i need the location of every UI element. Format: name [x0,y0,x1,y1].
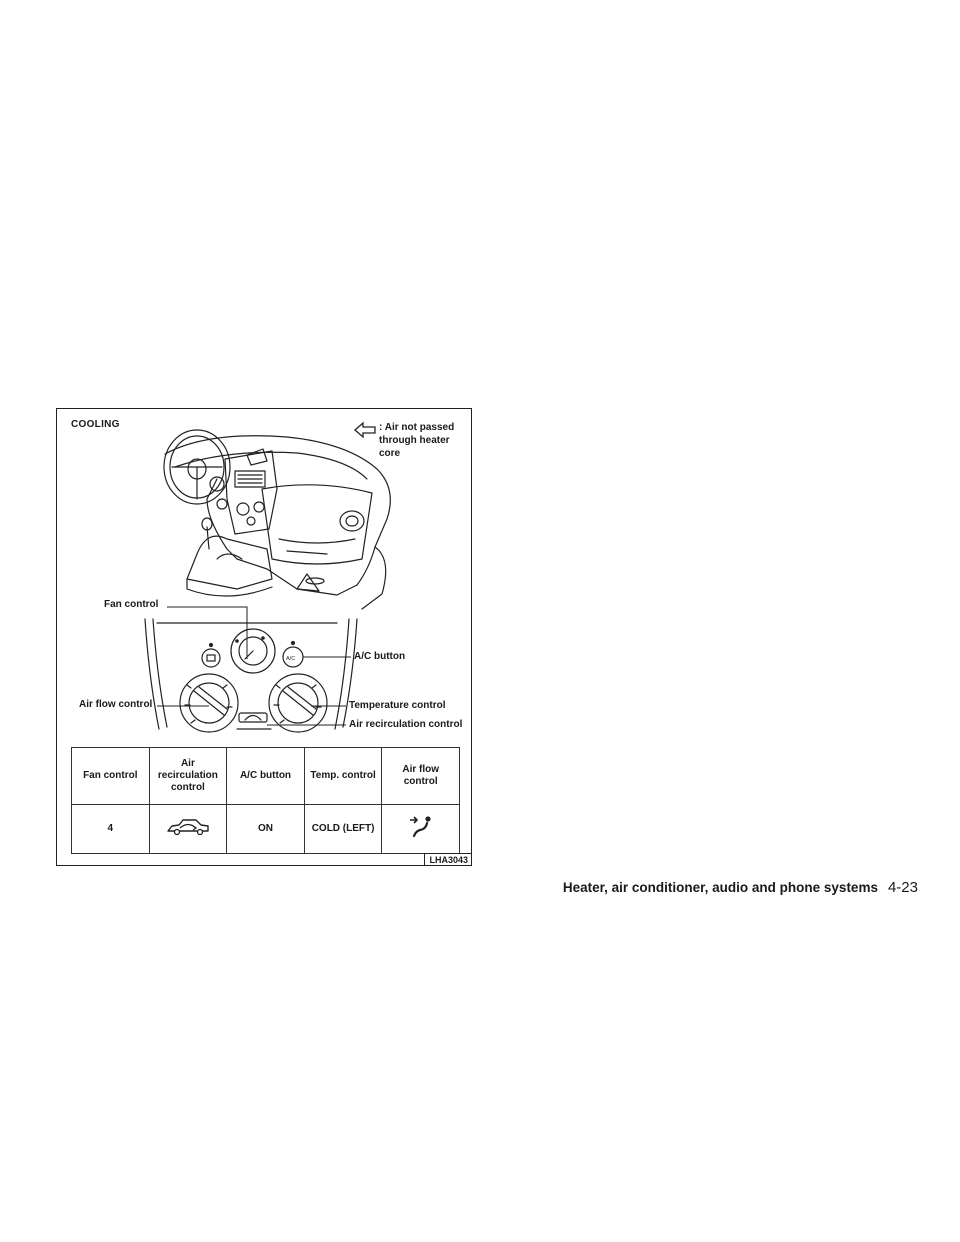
table-header-row [72,748,460,805]
cell-fan: 4 [72,805,150,854]
air-flow-control-callout: Air flow control [79,699,153,710]
settings-table [71,747,460,854]
header-air-recirculation-control: Air recirculation control [149,748,227,805]
page-number: 4-23 [887,879,918,896]
ac-button-callout: A/C button [354,651,406,662]
figure-code: LHA3043 [424,853,471,865]
dashboard-illustration [57,409,471,744]
page-footer [563,879,918,896]
cell-recirculation [149,805,227,854]
recirculation-car-icon [165,817,211,837]
vent-face-airflow-icon [408,815,434,839]
header-fan-control: Fan control [72,748,150,805]
header-air-flow-control: Air flow control [382,748,460,805]
panel-ac-label: A/C [286,656,296,662]
fan-control-callout: Fan control [104,599,159,610]
cell-ac: ON [227,805,305,854]
header-ac-button: A/C button [227,748,305,805]
temperature-control-callout: Temperature control [349,700,446,711]
cell-temp: COLD (LEFT) [304,805,382,854]
air-recirculation-control-callout: Air recirculation control [349,719,463,730]
section-title: Heater, air conditioner, audio and phone systems [562,880,878,895]
cell-airflow [382,805,460,854]
legend-text: : Air not passed through heater core [379,422,455,459]
cooling-figure [56,408,472,866]
table-row [72,805,460,854]
header-temp-control: Temp. control [304,748,382,805]
figure-title: COOLING [71,419,120,430]
